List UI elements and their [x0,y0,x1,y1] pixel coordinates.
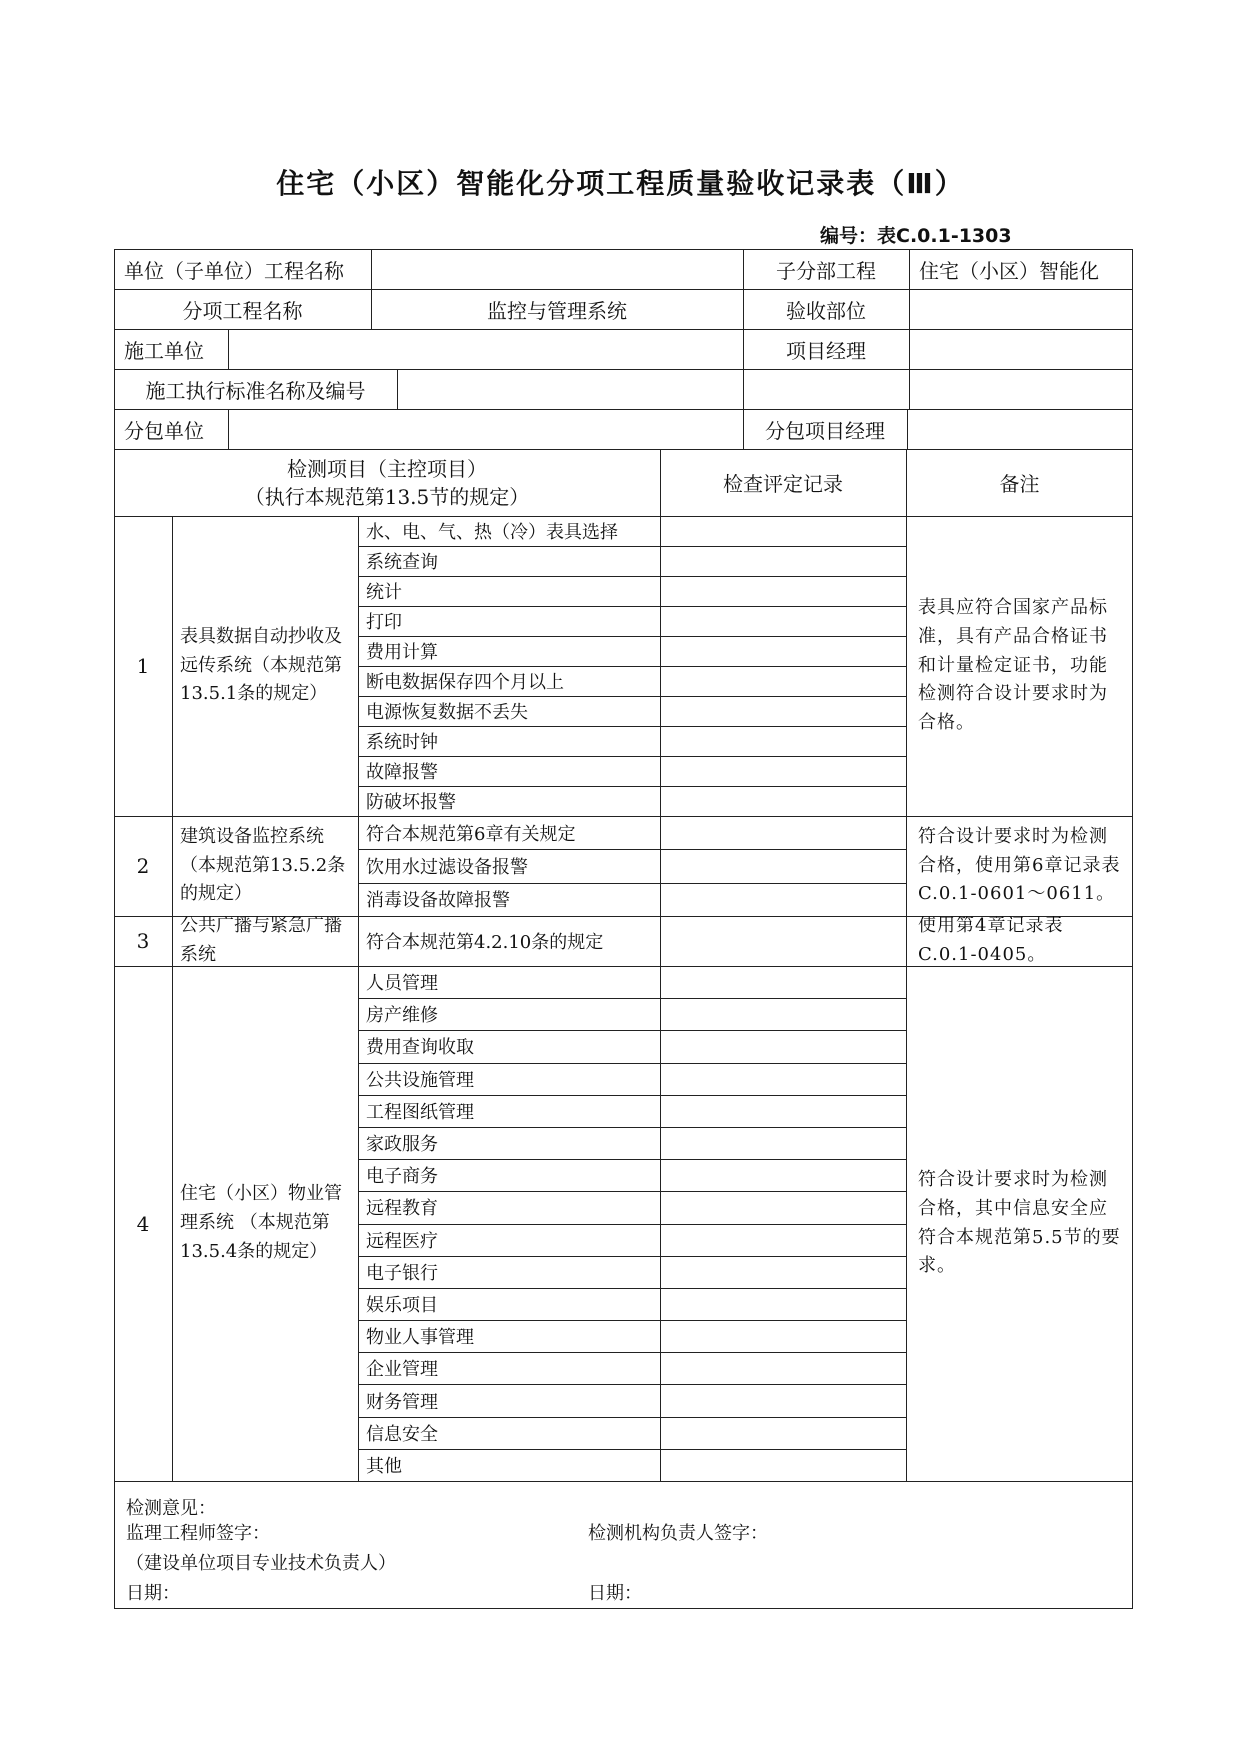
item-label: 远程教育 [366,1198,438,1220]
project-manager-label: 项目经理 [786,338,866,363]
item-record-cell [660,1127,906,1159]
item-label: 电源恢复数据不丢失 [366,702,528,723]
item-label: 信息安全 [366,1423,438,1445]
section-name: 建筑设备监控系统（本规范第13.5.2条的规定） [180,825,346,905]
unit-project-value [371,249,743,289]
item-label: 系统时钟 [366,732,438,753]
item-project-value: 监控与管理系统 [487,298,627,323]
supervisor-signature-label: 监理工程师签字： [126,1523,270,1544]
item-label: 费用查询收取 [366,1037,474,1059]
item-label: 企业管理 [366,1359,438,1381]
item-record-cell [660,696,906,726]
item-label: 电子商务 [366,1166,438,1188]
item-record-cell [660,1288,906,1320]
section-name: 表具数据自动抄收及远传系统（本规范第13.5.1条的规定） [180,625,342,705]
item-label: 家政服务 [366,1134,438,1156]
item-record-cell [660,516,906,546]
item-label: 消毒设备故障报警 [366,890,510,912]
document-title: 住宅（小区）智能化分项工程质量验收记录表（Ⅲ） [276,167,965,200]
inspection-form [114,249,1133,1609]
items-header-line1: 检测项目（主控项目） [287,456,487,481]
item-record-cell [660,756,906,786]
date-label-left: 日期： [126,1583,180,1604]
section-remark: 表具应符合国家产品标准，具有产品合格证书和计量检定证书，功能检测符合设计要求时为合格。 [918,597,1108,734]
item-record-cell [660,1030,906,1062]
item-label: 防破坏报警 [366,792,456,813]
standard-label: 施工执行标准名称及编号 [145,378,366,403]
item-record-cell [660,1384,906,1416]
item-record-cell [660,916,906,966]
item-label: 系统查询 [366,552,438,573]
sub-division-label: 子分部工程 [776,258,876,283]
items-header-line2: （执行本规范第13.5节的规定） [244,484,530,509]
item-record-cell [660,1063,906,1095]
item-label: 房产维修 [366,1005,438,1027]
item-record-cell [660,966,906,998]
item-record-cell [660,726,906,756]
section-name: 公共广播与紧急广播系统 [180,916,342,965]
item-record-cell [660,1352,906,1384]
item-record-cell [660,1449,906,1481]
section-number: 1 [136,654,150,678]
sub-division-value: 住宅（小区）智能化 [919,258,1099,283]
subcontractor-label: 分包单位 [124,418,204,443]
item-record-cell [660,666,906,696]
document-code: 编号：表C.0.1-1303 [820,225,1012,247]
item-record-cell [660,849,906,882]
section-number: 2 [136,854,150,878]
item-label: 电子银行 [366,1262,438,1284]
item-record-cell [660,883,906,916]
item-label: 人员管理 [366,973,438,995]
item-label: 故障报警 [366,762,438,783]
record-column-header: 检查评定记录 [723,472,843,496]
project-manager-value [909,329,1133,369]
item-label: 断电数据保存四个月以上 [366,672,564,693]
section-number: 3 [136,929,150,953]
item-label: 统计 [366,582,402,603]
item-label: 公共设施管理 [366,1069,474,1091]
remarks-column-header: 备注 [999,472,1040,496]
item-record-cell [660,998,906,1030]
item-record-cell [660,606,906,636]
standard-value [397,369,1133,409]
item-record-cell [660,636,906,666]
inspection-part-label: 验收部位 [786,298,866,323]
item-record-cell [660,1417,906,1449]
item-record-cell [660,546,906,576]
item-label: 物业人事管理 [366,1327,474,1349]
supervisor-note: （建设单位项目专业技术负责人） [126,1553,396,1574]
item-project-label: 分项工程名称 [182,298,303,323]
item-record-cell [660,786,906,816]
subcontract-manager-value [907,409,1133,449]
subcontract-manager-label: 分包项目经理 [765,418,885,443]
section-remark: 符合设计要求时为检测合格，使用第6章记录表C.0.1-0601～0611。 [918,825,1121,905]
items-column-header [114,449,660,516]
item-record-cell [660,1224,906,1256]
item-label: 财务管理 [366,1391,438,1413]
item-label: 符合本规范第4.2.10条的规定 [366,932,604,953]
item-label: 打印 [366,612,402,633]
item-label: 工程图纸管理 [366,1101,474,1123]
section-remark: 使用第4章记录表C.0.1-0405。 [918,916,1064,965]
item-label: 娱乐项目 [366,1294,438,1316]
item-label: 费用计算 [366,642,438,663]
opinion-label: 检测意见： [126,1498,216,1519]
item-record-cell [660,1320,906,1352]
construction-unit-label: 施工单位 [124,338,204,363]
item-label: 饮用水过滤设备报警 [366,856,528,878]
item-label: 符合本规范第6章有关规定 [366,823,576,845]
subcontractor-value [228,409,743,449]
section-name: 住宅（小区）物业管理系统 （本规范第13.5.4条的规定） [180,1183,342,1262]
date-label-right: 日期： [588,1583,642,1604]
unit-project-label: 单位（子单位）工程名称 [124,258,344,283]
item-label: 远程医疗 [366,1230,438,1252]
item-label: 其他 [366,1455,402,1477]
item-record-cell [660,1191,906,1223]
inspection-part-value [909,289,1133,329]
item-record-cell [660,1159,906,1191]
section-number: 4 [136,1211,150,1236]
item-record-cell [660,1256,906,1288]
item-record-cell [660,576,906,606]
construction-unit-value [228,329,743,369]
item-record-cell [660,1095,906,1127]
item-label: 水、电、气、热（冷）表具选择 [366,522,618,543]
item-record-cell [660,816,906,849]
section-remark: 符合设计要求时为检测合格，其中信息安全应符合本规范第5.5节的要求。 [918,1168,1121,1277]
agency-signature-label: 检测机构负责人签字： [588,1523,768,1544]
